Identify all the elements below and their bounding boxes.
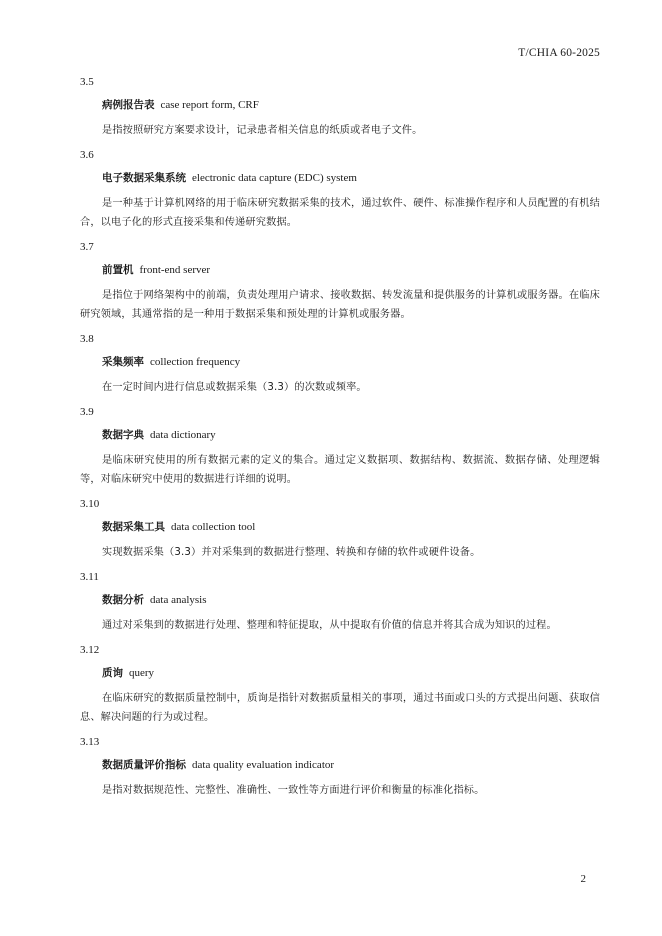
term-heading <box>80 263 600 277</box>
term-entry <box>80 332 600 397</box>
term-definition: 是临床研究使用的所有数据元素的定义的集合。通过定义数据项、数据结构、数据流、数据存储、处理逻辑等，对临床研究中使用的数据进行详细的说明。 <box>80 455 600 485</box>
term-english: data dictionary <box>150 429 216 441</box>
term-english: data analysis <box>150 594 207 606</box>
term-entry <box>80 570 600 635</box>
term-heading <box>80 98 600 112</box>
terms-definitions-list <box>80 75 600 800</box>
term-heading <box>80 355 600 369</box>
term-english: front-end server <box>139 264 211 276</box>
term-english: data quality evaluation indicator <box>192 759 335 771</box>
term-definition: 是指位于网络架构中的前端，负责处理用户请求、接收数据、转发流量和提供服务的计算机或服务器。在临床研究领域，其通常指的是一种用于数据采集和预处理的计算机或服务器。 <box>80 290 600 320</box>
term-entry <box>80 643 600 727</box>
clause-number: 3.6 <box>80 149 94 161</box>
term-chinese: 数据采集工具 <box>102 521 165 533</box>
clause-number: 3.12 <box>80 644 100 656</box>
clause-number: 3.13 <box>80 736 100 748</box>
term-definition: 在一定时间内进行信息或数据采集（3.3）的次数或频率。 <box>102 382 367 393</box>
clause-number: 3.10 <box>80 498 100 510</box>
term-chinese: 前置机 <box>102 264 134 276</box>
term-chinese: 数据质量评价指标 <box>102 759 186 771</box>
term-english: collection frequency <box>150 356 241 368</box>
term-entry <box>80 148 600 232</box>
clause-number: 3.8 <box>80 333 94 345</box>
term-heading <box>80 758 600 772</box>
term-heading <box>80 666 600 680</box>
term-entry <box>80 735 600 800</box>
term-chinese: 质询 <box>102 667 123 679</box>
clause-number: 3.5 <box>80 76 94 88</box>
term-entry <box>80 405 600 489</box>
term-heading <box>80 171 600 185</box>
term-english: data collection tool <box>171 521 256 533</box>
term-chinese: 采集频率 <box>102 356 144 368</box>
term-definition: 通过对采集到的数据进行处理、整理和特征提取，从中提取有价值的信息并将其合成为知识的过程。 <box>102 620 557 631</box>
term-definition: 是一种基于计算机网络的用于临床研究数据采集的技术，通过软件、硬件、标准操作程序和人员配置的有机结合，以电子化的形式直接采集和传递研究数据。 <box>80 198 600 228</box>
clause-number: 3.11 <box>80 571 99 583</box>
term-english: case report form, CRF <box>160 99 259 111</box>
clause-number: 3.7 <box>80 241 94 253</box>
term-heading <box>80 428 600 442</box>
term-definition: 在临床研究的数据质量控制中，质询是指针对数据质量相关的事项，通过书面或口头的方式提出问题、获取信息、解决问题的行为或过程。 <box>80 693 600 723</box>
term-entry <box>80 240 600 324</box>
term-chinese: 病例报告表 <box>102 99 155 111</box>
standard-code-header: T/CHIA 60-2025 <box>518 47 600 59</box>
clause-number: 3.9 <box>80 406 94 418</box>
term-definition: 是指对数据规范性、完整性、准确性、一致性等方面进行评价和衡量的标准化指标。 <box>102 785 485 796</box>
term-entry <box>80 75 600 140</box>
term-chinese: 电子数据采集系统 <box>102 172 186 184</box>
term-heading <box>80 520 600 534</box>
term-chinese: 数据分析 <box>102 594 144 606</box>
term-english: electronic data capture (EDC) system <box>192 172 357 184</box>
term-heading <box>80 593 600 607</box>
term-entry <box>80 497 600 562</box>
term-english: query <box>129 667 155 679</box>
term-definition: 是指按照研究方案要求设计，记录患者相关信息的纸质或者电子文件。 <box>102 125 423 136</box>
page-number: 2 <box>580 873 586 885</box>
term-definition: 实现数据采集（3.3）并对采集到的数据进行整理、转换和存储的软件或硬件设备。 <box>102 547 481 558</box>
term-chinese: 数据字典 <box>102 429 144 441</box>
